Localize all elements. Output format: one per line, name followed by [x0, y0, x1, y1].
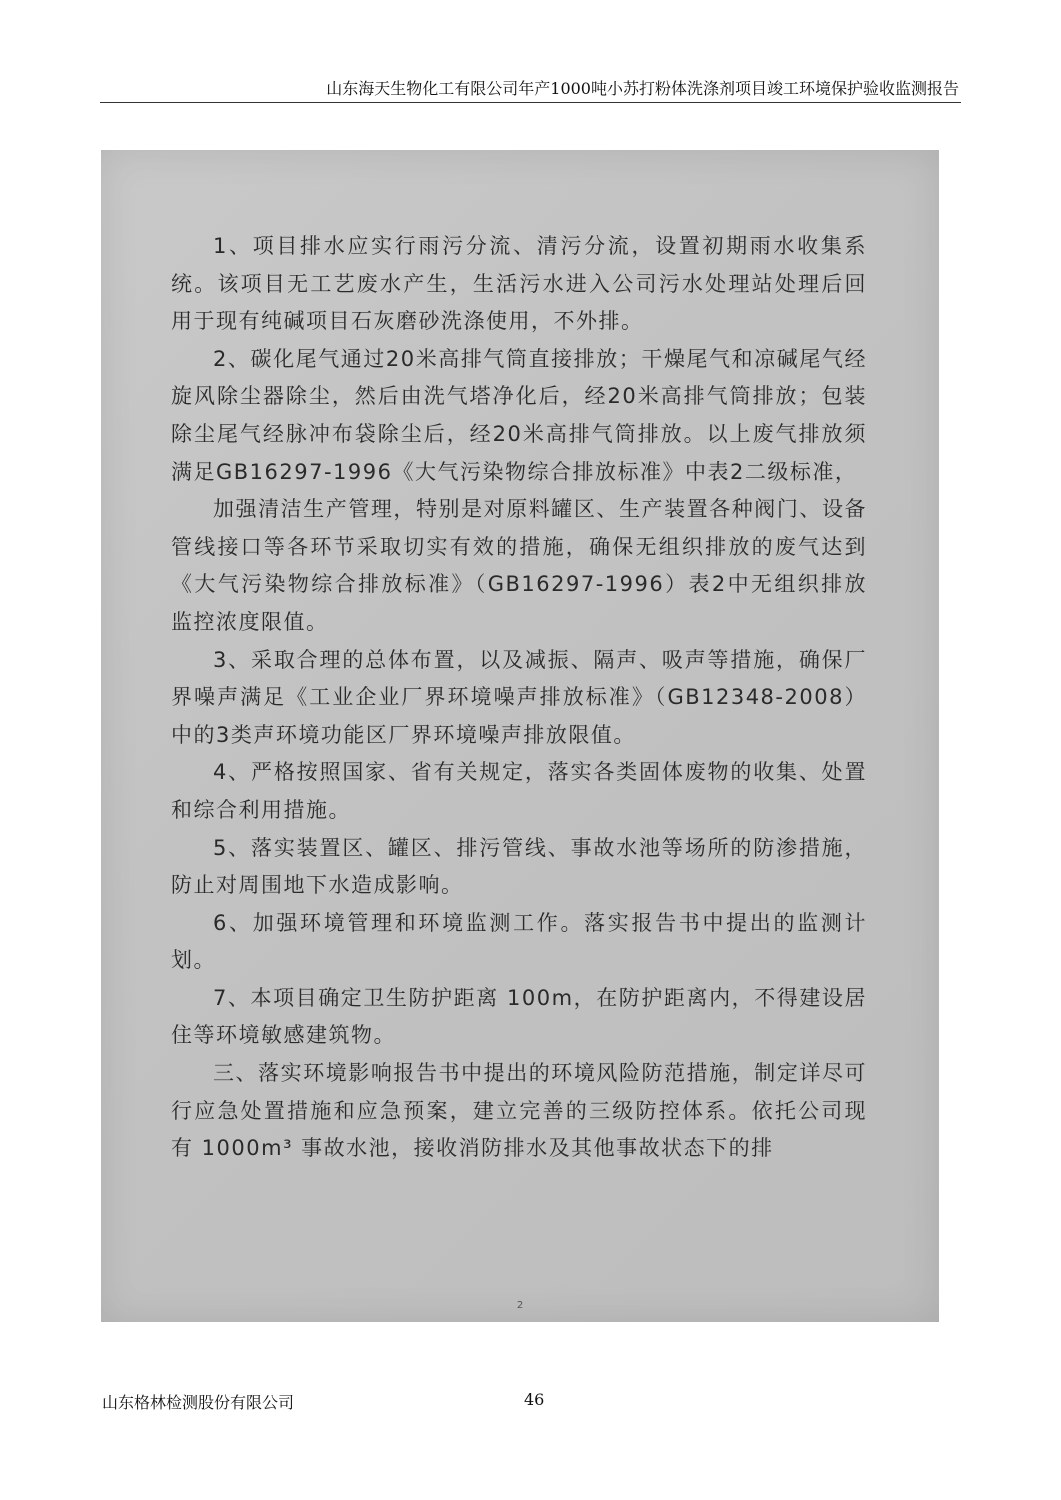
paragraph-clean-production: 加强清洁生产管理，特别是对原料罐区、生产装置各种阀门、设备管线接口等各环节采取切实有效的措施，确保无组织排放的废气达到《大气污染物综合排放标准》（GB16297-1996）表2中无组织排放监控浓度限值。: [171, 497, 867, 634]
paragraph-solid-waste: 4、严格按照国家、省有关规定，落实各类固体废物的收集、处置和综合利用措施。: [171, 760, 867, 822]
footer-company: 山东格林检测股份有限公司: [102, 1393, 295, 1412]
paragraph-drainage: 1、项目排水应实行雨污分流、清污分流，设置初期雨水收集系统。该项目无工艺废水产生，生活污水进入公司污水处理站处理后回用于现有纯碱项目石灰磨砂洗涤使用，不外排。: [171, 234, 867, 334]
paragraph-noise: 3、采取合理的总体布置，以及减振、隔声、吸声等措施，确保厂界噪声满足《工业企业厂界环境噪声排放标准》（GB12348-2008）中的3类声环境功能区厂界环境噪声排放限值。: [171, 647, 867, 747]
page-footer: [100, 1390, 961, 1414]
paragraph-risk-prevention: 三、落实环境影响报告书中提出的环境风险防范措施，制定详尽可行应急处置措施和应急预案，建立完善的三级防控体系。依托公司现有 1000m³ 事故水池，接收消防排水及其他事故状态下的排: [171, 1061, 867, 1161]
paragraph-monitoring: 6、加强环境管理和环境监测工作。落实报告书中提出的监测计划。: [171, 910, 867, 973]
scanned-page-number: 2: [516, 1300, 524, 1311]
paragraph-protection-distance: 7、本项目确定卫生防护距离 100m，在防护距离内，不得建设居住等环境敏感建筑物。: [171, 985, 867, 1048]
footer-page-number: 46: [524, 1390, 545, 1409]
scanned-document-image: [101, 150, 939, 1322]
report-title: 山东海天生物化工有限公司年产1000吨小苏打粉体洗涤剂项目竣工环境保护验收监测报告: [326, 79, 959, 98]
paragraph-exhaust-gas: 2、碳化尾气通过20米高排气筒直接排放；干燥尾气和凉碱尾气经旋风除尘器除尘，然后由洗气塔净化后，经20米高排气筒排放；包装除尘尾气经脉冲布袋除尘后，经20米高排气筒排放。以上废气排放须满足GB16297-1996《大气污染物综合排放标准》中表2二级标准，: [171, 346, 867, 484]
scanned-text-body: [171, 228, 867, 1168]
page-header: [100, 72, 961, 103]
paragraph-anti-seepage: 5、落实装置区、罐区、排污管线、事故水池等场所的防渗措施，防止对周围地下水造成影响。: [171, 835, 867, 898]
